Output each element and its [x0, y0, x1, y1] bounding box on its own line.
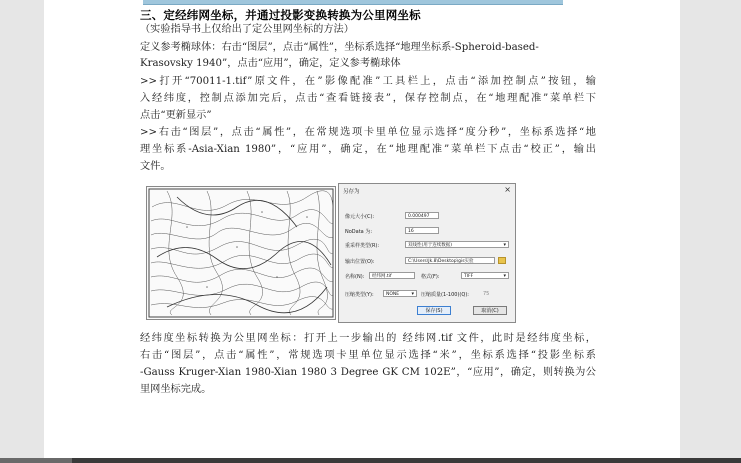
previous-figure-edge	[143, 0, 563, 5]
paragraph-line: >>打开“70011-1.tif”原文件，在”影像配准”工具栏上，点击“添加控制点”按钮，输	[140, 76, 596, 87]
paragraph-line: （实验指导书上仅给出了定公里网坐标的方法）	[140, 24, 354, 35]
resample-label: 重采样类型(R):	[345, 243, 380, 249]
nodata-input[interactable]: 16	[405, 227, 439, 234]
paragraph-line: 点击“更新显示”	[140, 110, 212, 121]
name-label: 名称(N):	[345, 274, 365, 280]
save-as-dialog	[338, 183, 516, 323]
format-select[interactable]: TIFF ▾	[461, 272, 509, 279]
paragraph-line: 定义参考椭球体：右击“图层”，点击“属性”，坐标系选择“地理坐标系-Spheroid-based-	[140, 42, 539, 53]
quality-value: 75	[483, 291, 490, 297]
format-label: 格式(F):	[421, 274, 440, 280]
compression-label: 压缩类型(Y):	[345, 292, 374, 298]
nodata-label: NoData 为:	[345, 229, 373, 235]
close-icon[interactable]: ×	[504, 185, 511, 194]
folder-icon[interactable]	[498, 257, 506, 264]
dialog-title: 另存为	[343, 189, 360, 195]
cell-size-input[interactable]: 0.000497	[405, 212, 439, 219]
compression-select[interactable]: NONE ▾	[383, 290, 417, 297]
quality-label: 压缩质量(1-100)(Q):	[421, 292, 469, 298]
save-button[interactable]: 保存(S)	[417, 306, 451, 315]
resample-select[interactable]: 双线性(用于连续数据) ▾	[405, 241, 509, 248]
paragraph-line: 理坐标系-Asia-Xian 1980”，“应用”，确定，在“地理配准”菜单栏下点击“校正”，输出	[140, 144, 596, 155]
paragraph-line: 经纬度坐标转换为公里网坐标：打开上一步输出的 经纬网.tif 文件，此时是经纬度坐标，	[140, 333, 596, 344]
output-location-label: 输出位置(O):	[345, 259, 375, 265]
paragraph-line: >>右击“图层”，点击“属性”，在常规选项卡里单位显示选择“度分秒”，坐标系选择“地	[140, 127, 596, 138]
section-heading: 三、定经纬网坐标，并通过投影变换转换为公里网坐标	[140, 8, 421, 22]
map-contours-icon	[147, 187, 335, 319]
output-location-input[interactable]: C:\Users\Jk.8\Desktop\gis实验	[405, 257, 495, 264]
paragraph-line: Krasovsky 1940”，点击“应用”，确定，定义参考椭球体	[140, 58, 401, 69]
name-input[interactable]: 经纬网.tif	[369, 272, 415, 279]
paragraph-line: -Gauss Kruger-Xian 1980-Xian 1980 3 Degree GK CM 102E”，“应用”，确定，则转换为公	[140, 367, 596, 378]
scrollbar-thumb[interactable]	[0, 458, 72, 463]
cell-size-label: 像元大小(C):	[345, 214, 375, 220]
cancel-button[interactable]: 取消(C)	[473, 306, 507, 315]
paragraph-line: 入经纬度，控制点添加完后，点击“查看链接表”，保存控制点，在“地理配准”菜单栏下	[140, 93, 596, 104]
topographic-map-image	[146, 186, 336, 320]
paragraph-line: 里网坐标完成。	[140, 384, 212, 395]
paragraph-line: 文件。	[140, 161, 171, 172]
horizontal-scrollbar[interactable]	[0, 458, 741, 463]
paragraph-line: 右击“图层”，点击“属性”，常规选项卡里单位显示选择“米”，坐标系选择“投影坐标系	[140, 350, 596, 361]
